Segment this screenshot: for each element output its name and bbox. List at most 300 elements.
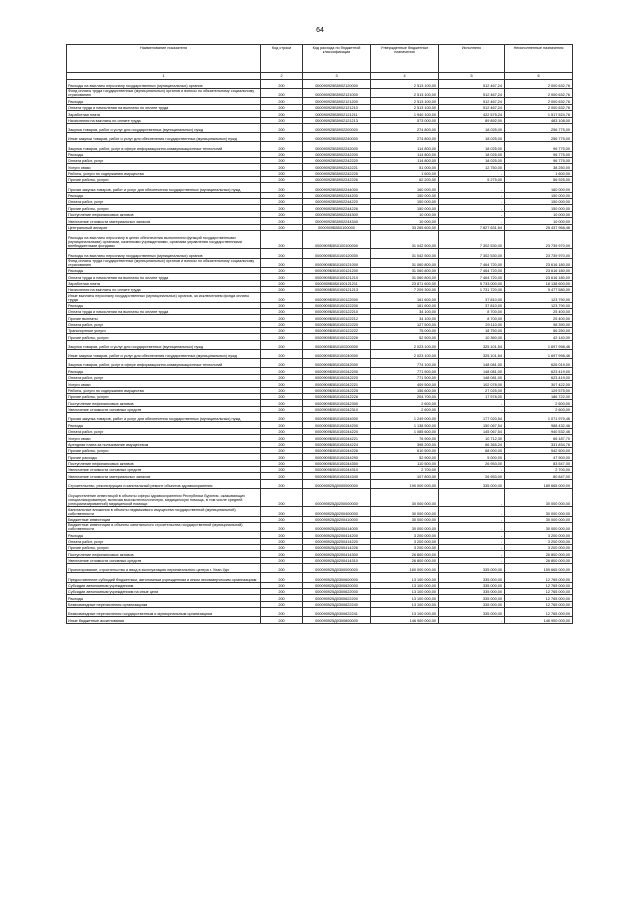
row-unexecuted: 25 400,00 — [505, 315, 573, 321]
row-line-code: 200 — [261, 467, 303, 473]
row-executed: 335 000,00 — [439, 479, 505, 488]
row-line-code: 200 — [261, 199, 303, 205]
table-row — [67, 473, 573, 479]
row-approved: 573 000,00 — [371, 117, 439, 123]
row-approved: 1 940 100,00 — [371, 111, 439, 117]
row-executed: 335 000,00 — [439, 608, 505, 617]
row-expense-code: 0000909Б5Б0100000 — [303, 224, 371, 230]
row-line-code: 200 — [261, 117, 303, 123]
row-expense-code: 0000909Б5Б0100121000 — [303, 258, 371, 267]
row-unexecuted: 123 790,00 — [505, 293, 573, 302]
row-unexecuted: 30 000 000,00 — [505, 489, 573, 507]
row-name: Расходы — [67, 368, 261, 374]
row-line-code: 200 — [261, 454, 303, 460]
row-executed: 512 467,24 — [439, 104, 505, 110]
row-name: Расходы — [67, 532, 261, 538]
row-name: Услуги связи — [67, 435, 261, 441]
table-row — [67, 308, 573, 314]
row-executed: 10 360,00 — [439, 334, 505, 340]
row-expense-code: 0000909Б5Б0100244300 — [303, 460, 371, 466]
row-unexecuted: 1 600,00 — [505, 170, 573, 176]
row-name: Безвозмездные перечисления государственным и муниципальным организациям — [67, 608, 261, 617]
table-row — [67, 489, 573, 507]
row-approved: 34 100,00 — [371, 315, 439, 321]
row-unexecuted: 2 000 632,76 — [505, 89, 573, 98]
row-approved: 31 060 800,00 — [371, 258, 439, 267]
row-unexecuted: 66 187,70 — [505, 435, 573, 441]
row-unexecuted: 988 432,46 — [505, 422, 573, 428]
row-unexecuted: 12 765 000,00 — [505, 608, 573, 617]
row-approved: 409 500,00 — [371, 381, 439, 387]
row-name: Оплата работ, услуг — [67, 199, 261, 205]
row-executed: 148 081,00 — [439, 359, 505, 368]
row-expense-code: 000090925Д0300622240 — [303, 601, 371, 607]
row-unexecuted: 12 765 000,00 — [505, 573, 573, 582]
row-line-code: 200 — [261, 557, 303, 563]
row-expense-code: 000090925Б5902244340 — [303, 218, 371, 224]
row-approved: 160 000 000,00 — [371, 564, 439, 573]
row-executed: 18 025,00 — [439, 157, 505, 163]
table-row — [67, 104, 573, 110]
row-name: Оплата работ, услуг — [67, 321, 261, 327]
row-unexecuted: 23 616 180,00 — [505, 274, 573, 280]
row-unexecuted: 483 108,00 — [505, 117, 573, 123]
page-number: 64 — [316, 27, 324, 34]
row-line-code: 200 — [261, 400, 303, 406]
row-unexecuted: 940 532,46 — [505, 428, 573, 434]
row-expense-code: 000090925Д0000000000 — [303, 479, 371, 488]
row-name: Расходы на выплаты персоналу государственных (муниципальных) органов — [67, 249, 261, 258]
row-name: Бюджетные инвестиции в объекты капитального строительства государственной (муниципальной) собственности — [67, 523, 261, 532]
row-approved: 114 800,00 — [371, 151, 439, 157]
row-executed: 335 000,00 — [439, 582, 505, 588]
column-number-row — [67, 73, 573, 80]
row-name: Арендная плата за пользование имуществом — [67, 441, 261, 447]
row-line-code: 200 — [261, 460, 303, 466]
row-name: Услуги связи — [67, 164, 261, 170]
row-approved: 30 000 000,00 — [371, 523, 439, 532]
row-unexecuted: 83 547,00 — [505, 460, 573, 466]
row-line-code: 200 — [261, 538, 303, 544]
row-line-code: 200 — [261, 340, 303, 349]
row-approved: 76 900,00 — [371, 435, 439, 441]
row-name: Увеличение стоимости материальных запасов — [67, 218, 261, 224]
row-approved: 150 000,00 — [371, 192, 439, 198]
row-executed: - — [439, 532, 505, 538]
table-body — [67, 80, 573, 624]
row-executed: 5 000,00 — [439, 454, 505, 460]
row-executed: 335 000,00 — [439, 601, 505, 607]
row-name: Закупка товаров, работ, услуг в сфере информационно-коммуникационных технологий — [67, 142, 261, 151]
row-unexecuted: 3 200 000,00 — [505, 532, 573, 538]
row-name: Заработная плата — [67, 280, 261, 286]
row-executed: 512 467,24 — [439, 89, 505, 98]
row-expense-code: 000090925Д0300600000 — [303, 573, 371, 582]
row-approved: 34 100,00 — [371, 308, 439, 314]
row-unexecuted: 30 000 000,00 — [505, 523, 573, 532]
row-unexecuted: 80 847,00 — [505, 473, 573, 479]
row-line-code: 200 — [261, 441, 303, 447]
row-unexecuted: 30 000 000,00 — [505, 507, 573, 516]
row-unexecuted: 12 765 000,00 — [505, 588, 573, 594]
row-executed: 325 101,54 — [439, 340, 505, 349]
row-executed: 8 700,00 — [439, 315, 505, 321]
row-name: Прочие работы, услуги — [67, 393, 261, 399]
row-name: Проектирование, строительство и ввод в эксплуатацию перинатального центра г. Улан-Удэ — [67, 564, 261, 573]
row-line-code: 200 — [261, 98, 303, 104]
row-approved: 771 500,00 — [371, 368, 439, 374]
row-expense-code: 0000909Б5Б0100121210 — [303, 274, 371, 280]
table-row — [67, 617, 573, 623]
row-executed: 12 750,00 — [439, 164, 505, 170]
row-name: Расходы — [67, 192, 261, 198]
row-executed: 10 712,30 — [439, 435, 505, 441]
row-expense-code: 0000909Б5Б0100242310 — [303, 406, 371, 412]
table-row — [67, 183, 573, 192]
row-unexecuted: 146 900 000,00 — [505, 617, 573, 623]
row-executed: 512 467,24 — [439, 98, 505, 104]
row-line-code: 200 — [261, 164, 303, 170]
row-expense-code: 000090925Б5902244220 — [303, 199, 371, 205]
row-approved: 161 600,00 — [371, 302, 439, 308]
row-executed: 335 000,00 — [439, 564, 505, 573]
table-row — [67, 80, 573, 89]
row-line-code: 200 — [261, 368, 303, 374]
row-name: Прочие работы, услуги — [67, 205, 261, 211]
row-line-code: 200 — [261, 544, 303, 550]
table-row — [67, 340, 573, 349]
row-executed: 17 978,00 — [439, 393, 505, 399]
row-unexecuted: 2 600,00 — [505, 400, 573, 406]
row-executed: 148 081,00 — [439, 374, 505, 380]
row-unexecuted: 30 000 000,00 — [505, 516, 573, 522]
row-name: Расходы — [67, 267, 261, 273]
row-expense-code: 000090925Д0200414226 — [303, 544, 371, 550]
table-row — [67, 293, 573, 302]
row-name: Расходы — [67, 302, 261, 308]
row-unexecuted: 189 665 000,00 — [505, 479, 573, 488]
row-approved: 13 100 000,00 — [371, 601, 439, 607]
row-name: Закупка товаров, работ и услуг для государственных (муниципальных) нужд — [67, 123, 261, 132]
row-expense-code: 0000909Б5Б0100244310 — [303, 467, 371, 473]
table-row — [67, 507, 573, 516]
row-approved: 3 200 000,00 — [371, 538, 439, 544]
row-executed: - — [439, 523, 505, 532]
row-line-code: 200 — [261, 428, 303, 434]
column-number: 6 — [505, 73, 573, 80]
header-unexecuted: Неисполненные назначения — [505, 45, 573, 73]
table-row — [67, 564, 573, 573]
row-executed: 7 302 530,00 — [439, 249, 505, 258]
row-approved: 610 500,00 — [371, 447, 439, 453]
row-name: Расходы на выплаты персоналу государственных (муниципальных) органов — [67, 80, 261, 89]
row-line-code: 200 — [261, 507, 303, 516]
row-unexecuted: 623 419,00 — [505, 368, 573, 374]
row-name: Фонд оплаты труда государственных (муниципальных) органов и взносы по обязательному социальному страхованию — [67, 258, 261, 267]
header-executed: Исполнено — [439, 45, 505, 73]
row-executed: 27 025,00 — [439, 387, 505, 393]
row-name: Закупка товаров, работ и услуг для государственных (муниципальных) нужд — [67, 340, 261, 349]
row-approved: 2 600,00 — [371, 406, 439, 412]
row-unexecuted: 5 477 580,00 — [505, 286, 573, 292]
row-name: Иные закупки товаров, работ и услуг для обеспечения государственных (муниципальных) нужд — [67, 350, 261, 359]
table-row — [67, 588, 573, 594]
row-approved: 31 042 500,00 — [371, 230, 439, 248]
row-line-code: 200 — [261, 435, 303, 441]
row-unexecuted: 26 800 000,00 — [505, 551, 573, 557]
row-approved: 2 700,00 — [371, 467, 439, 473]
row-executed: - — [439, 617, 505, 623]
row-line-code: 200 — [261, 315, 303, 321]
row-approved: 26 800 000,00 — [371, 557, 439, 563]
row-executed: 7 464 720,00 — [439, 267, 505, 273]
table-row — [67, 573, 573, 582]
row-expense-code: 0000909Б5Б0100122220 — [303, 321, 371, 327]
row-expense-code: 0000909Б5Б0100242221 — [303, 381, 371, 387]
row-executed: 512 467,24 — [439, 80, 505, 89]
row-unexecuted: 23 616 180,00 — [505, 258, 573, 267]
row-executed: 37 810,00 — [439, 302, 505, 308]
row-name: Заработная плата — [67, 111, 261, 117]
row-approved: 10 000,00 — [371, 211, 439, 217]
table-row — [67, 123, 573, 132]
row-name: Фонд оплаты труда государственных (муниципальных) органов и взносы по обязательному социальному страхованию — [67, 89, 261, 98]
row-expense-code: 000090925Д0200414000 — [303, 523, 371, 532]
row-expense-code: 0000909Б5Б0100242226 — [303, 393, 371, 399]
row-name: Предоставление субсидий бюджетным, автономным учреждениям и иным некоммерческим организациям — [67, 573, 261, 582]
row-expense-code: 0000909Б5Б0100244000 — [303, 413, 371, 422]
row-approved: 26 800 000,00 — [371, 551, 439, 557]
row-executed: - — [439, 467, 505, 473]
row-unexecuted: 96 775,00 — [505, 157, 573, 163]
row-name: Работы, услуги по содержанию имущества — [67, 387, 261, 393]
row-line-code: 200 — [261, 308, 303, 314]
row-name: Увеличение стоимости основных средств — [67, 406, 261, 412]
row-line-code: 200 — [261, 422, 303, 428]
row-line-code: 200 — [261, 413, 303, 422]
row-executed: - — [439, 538, 505, 544]
row-line-code: 200 — [261, 608, 303, 617]
row-name: Оплата работ, услуг — [67, 428, 261, 434]
row-expense-code: 0000909Б5Б0100122226 — [303, 334, 371, 340]
row-executed: - — [439, 544, 505, 550]
row-line-code: 200 — [261, 104, 303, 110]
row-executed: 18 025,00 — [439, 123, 505, 132]
row-expense-code: 0000909Б5Б0100240000 — [303, 350, 371, 359]
row-line-code: 200 — [261, 374, 303, 380]
row-line-code: 200 — [261, 523, 303, 532]
row-approved: 127 500,00 — [371, 321, 439, 327]
row-expense-code: 000090925Д0300000000 — [303, 564, 371, 573]
row-executed: - — [439, 218, 505, 224]
row-name: Расходы на выплаты персоналу в целях обеспечения выполнения функций государственными (муниципальными) органами, казенными учреждениями, органами управления государственными внебюджетными фондами — [67, 230, 261, 248]
row-name: Капитальные вложения в объекты недвижимого имущества государственной (муниципальной) собственности — [67, 507, 261, 516]
row-expense-code: 0000909Б5Б0100242300 — [303, 400, 371, 406]
row-unexecuted: 2 000 632,76 — [505, 80, 573, 89]
row-unexecuted: 1 517 524,76 — [505, 111, 573, 117]
row-expense-code: 000090925Б5902121211 — [303, 111, 371, 117]
row-approved: 156 600,00 — [371, 387, 439, 393]
header-expense-code: Код расхода по бюджетной классификации — [303, 45, 371, 73]
row-name: Работы, услуги по содержанию имущества — [67, 170, 261, 176]
row-line-code: 200 — [261, 381, 303, 387]
row-approved: 33 265 600,00 — [371, 224, 439, 230]
row-approved: 114 800,00 — [371, 142, 439, 151]
row-line-code: 200 — [261, 170, 303, 176]
row-approved: 204 700,00 — [371, 393, 439, 399]
row-name: Прочие работы, услуги — [67, 544, 261, 550]
row-name: Оплата труда и начисления на выплаты по оплате труда — [67, 104, 261, 110]
row-line-code: 200 — [261, 157, 303, 163]
row-expense-code: 0000909Б5Б0100122222 — [303, 328, 371, 334]
row-unexecuted: 307 422,00 — [505, 381, 573, 387]
row-approved: 30 000 000,00 — [371, 489, 439, 507]
row-name: Прочие выплаты — [67, 315, 261, 321]
row-approved: 23 871 600,00 — [371, 280, 439, 286]
table-row — [67, 359, 573, 368]
row-expense-code: 000090925Б5902244226 — [303, 205, 371, 211]
row-name: Безвозмездные перечисления организациям — [67, 601, 261, 607]
row-executed: 335 000,00 — [439, 573, 505, 582]
row-approved: 3 200 000,00 — [371, 544, 439, 550]
row-approved: 7 209 300,00 — [371, 286, 439, 292]
row-name: Прочие работы, услуги — [67, 447, 261, 453]
row-expense-code: 0000909Б5Б0100120000 — [303, 249, 371, 258]
row-expense-code: 0000909Б5Б0100244226 — [303, 447, 371, 453]
row-line-code: 200 — [261, 406, 303, 412]
row-approved: 31 060 800,00 — [371, 267, 439, 273]
row-name: Поступление нефинансовых активов — [67, 460, 261, 466]
row-unexecuted: 12 765 000,00 — [505, 582, 573, 588]
row-executed: - — [439, 551, 505, 557]
row-executed: 102 078,00 — [439, 381, 505, 387]
row-expense-code: 0000909Б5Б0100122000 — [303, 293, 371, 302]
row-line-code: 200 — [261, 564, 303, 573]
row-approved: 30 000 000,00 — [371, 507, 439, 516]
row-line-code: 200 — [261, 516, 303, 522]
row-executed: - — [439, 211, 505, 217]
row-expense-code: 000090925Д0300622000 — [303, 588, 371, 594]
row-expense-code: 0000909Б5Б0100121213 — [303, 286, 371, 292]
row-approved: 110 500,00 — [371, 460, 439, 466]
row-expense-code: 000090925Д0300800000 — [303, 617, 371, 623]
row-name: Иные бюджетные ассигнования — [67, 617, 261, 623]
row-name: Иные выплаты персоналу государственных (муниципальных) органов, за исключением фонда оплаты труда — [67, 293, 261, 302]
row-line-code: 200 — [261, 293, 303, 302]
row-executed: 335 000,00 — [439, 595, 505, 601]
row-unexecuted: 623 419,00 — [505, 374, 573, 380]
row-unexecuted: 10 000,00 — [505, 211, 573, 217]
row-approved: 1 138 500,00 — [371, 422, 439, 428]
table-row — [67, 479, 573, 488]
row-line-code: 200 — [261, 473, 303, 479]
row-executed: 5 733 000,00 — [439, 280, 505, 286]
row-line-code: 200 — [261, 80, 303, 89]
column-number: 1 — [67, 73, 261, 80]
row-name: Начисления на выплаты по оплате труда — [67, 286, 261, 292]
row-line-code: 200 — [261, 387, 303, 393]
row-approved: 10 000,00 — [371, 218, 439, 224]
header-indicator-name: Наименование показателя — [67, 45, 261, 73]
row-name: Оплата труда и начисления на выплаты по оплате труда — [67, 274, 261, 280]
row-executed: 37 810,00 — [439, 293, 505, 302]
row-expense-code: 0000909Б5Б0100100000 — [303, 230, 371, 248]
row-line-code: 200 — [261, 532, 303, 538]
row-unexecuted: 2 600,00 — [505, 406, 573, 412]
row-expense-code: 000090925Б5902244300 — [303, 211, 371, 217]
row-executed: 335 000,00 — [439, 588, 505, 594]
row-unexecuted: 42 140,00 — [505, 334, 573, 340]
row-unexecuted: 18 138 600,00 — [505, 280, 573, 286]
row-unexecuted: 25 400,00 — [505, 308, 573, 314]
row-approved: 771 500,00 — [371, 374, 439, 380]
row-unexecuted: 25 437 968,46 — [505, 224, 573, 230]
row-expense-code: 0000909Б5Б0100242220 — [303, 374, 371, 380]
row-expense-code: 000090925Б5902200000 — [303, 123, 371, 132]
row-line-code: 200 — [261, 111, 303, 117]
row-approved: 190 000 000,00 — [371, 479, 439, 488]
row-line-code: 200 — [261, 595, 303, 601]
table-row — [67, 387, 573, 393]
row-line-code: 200 — [261, 321, 303, 327]
row-approved: 75 000,00 — [371, 328, 439, 334]
row-expense-code: 0000909Б5Б0100244224 — [303, 441, 371, 447]
table-row — [67, 249, 573, 258]
row-approved: 52 500,00 — [371, 334, 439, 340]
row-approved: 2 513 100,00 — [371, 80, 439, 89]
row-expense-code: 000090925Б5902121210 — [303, 104, 371, 110]
row-approved: 2 513 100,00 — [371, 89, 439, 98]
row-executed: - — [439, 205, 505, 211]
row-line-code: 200 — [261, 123, 303, 132]
row-executed: 18 025,00 — [439, 151, 505, 157]
column-number: 2 — [261, 73, 303, 80]
row-name: Строительство, реконструкция и капитальный ремонт объектов здравоохранения — [67, 479, 261, 488]
row-line-code: 200 — [261, 328, 303, 334]
row-unexecuted: 626 019,00 — [505, 359, 573, 368]
table-row — [67, 608, 573, 617]
row-expense-code: 000090925Д0200414200 — [303, 532, 371, 538]
row-executed: 7 827 631,54 — [439, 224, 505, 230]
row-approved: 398 200,00 — [371, 441, 439, 447]
row-executed: 89 892,00 — [439, 117, 505, 123]
row-name: Осуществление инвестиций в объекты сферы здравоохранения Республики Бурятия, оказывающих специализированную, включая высокотехнологичную, медицинскую помощь, в том числе средней (специализированной) медицинской помощи — [67, 489, 261, 507]
row-line-code: 200 — [261, 218, 303, 224]
row-executed: - — [439, 557, 505, 563]
row-line-code: 200 — [261, 447, 303, 453]
table-row — [67, 601, 573, 607]
row-name: Увеличение стоимости основных средств — [67, 467, 261, 473]
row-approved: 13 100 000,00 — [371, 582, 439, 588]
row-approved: 1 600,00 — [371, 170, 439, 176]
row-unexecuted: 160 000,00 — [505, 183, 573, 192]
row-expense-code: 0000909Б5Б0100244200 — [303, 422, 371, 428]
row-expense-code: 000090925Б5902242000 — [303, 142, 371, 151]
row-executed: 18 025,00 — [439, 133, 505, 142]
column-number: 4 — [371, 73, 439, 80]
row-approved: 2 600,00 — [371, 400, 439, 406]
row-executed: 68 000,00 — [439, 447, 505, 453]
row-approved: 2 513 100,00 — [371, 104, 439, 110]
row-unexecuted: 150 000,00 — [505, 199, 573, 205]
row-approved: 52 900,00 — [371, 454, 439, 460]
row-unexecuted: 3 200 000,00 — [505, 544, 573, 550]
row-name: Расходы — [67, 98, 261, 104]
row-name: Транспортные услуги — [67, 328, 261, 334]
row-executed: 29 110,00 — [439, 321, 505, 327]
row-unexecuted: 96 775,00 — [505, 142, 573, 151]
row-expense-code: 000090925Д0200400000 — [303, 507, 371, 516]
